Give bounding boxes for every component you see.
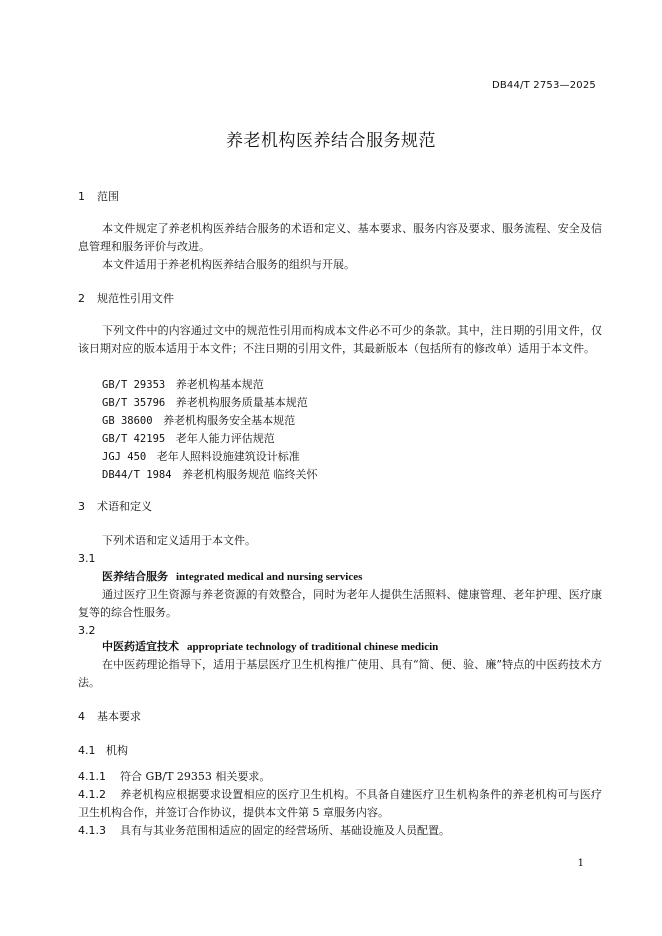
term-english: integrated medical and nursing services [176, 571, 363, 583]
reference-item: DB44/T 1984 养老机构服务规范 临终关怀 [102, 468, 318, 481]
subsection-number: 4.1 [78, 744, 96, 757]
section-4-heading [78, 708, 602, 726]
section-number: 4 [78, 710, 85, 723]
section-number: 2 [78, 292, 85, 305]
subsection-title: 机构 [106, 744, 128, 757]
section-2-paragraph-1: 下列文件中的内容通过文中的规范性引用而构成本文件必不可少的条款。其中，注日期的引用文件，仅该日期对应的版本适用于本文件；不注日期的引用文件，其最新版本（包括所有的修改单）适用于本文件。 [78, 324, 602, 355]
reference-item: GB 38600 养老机构服务安全基本规范 [102, 414, 296, 427]
section-number: 3 [78, 500, 85, 513]
section-3-heading [78, 498, 602, 516]
term-number: 3.1 [78, 552, 96, 565]
reference-item: GB/T 35796 养老机构服务质量基本规范 [102, 396, 308, 409]
section-1-paragraph-1: 本文件规定了养老机构医养结合服务的术语和定义、基本要求、服务内容及要求、服务流程、安全及信息管理和服务评价与改进。 [78, 222, 602, 253]
term-number: 3.2 [78, 624, 96, 637]
term-chinese: 医养结合服务 [102, 570, 168, 583]
page-number: 1 [577, 858, 584, 869]
document-title: 养老机构医养结合服务规范 [226, 131, 436, 151]
section-title: 基本要求 [97, 710, 141, 723]
clause-4-1-3: 4.1.3 具有与其业务范围相适应的固定的经营场所、基础设施及人员配置。 [78, 824, 450, 837]
section-title: 术语和定义 [97, 500, 152, 513]
clause-4-1-1: 4.1.1 符合 GB/T 29353 相关要求。 [78, 770, 271, 783]
reference-item: GB/T 42195 老年人能力评估规范 [102, 432, 275, 445]
term-english: appropriate technology of traditional chinese medicin [187, 641, 439, 653]
term-heading [78, 638, 626, 656]
section-2-heading [78, 290, 602, 308]
subsection-4-1-heading [78, 742, 602, 760]
term-definition: 通过医疗卫生资源与养老资源的有效整合，同时为老年人提供生活照料、健康管理、老年护理、医疗康复等的综合性服务。 [78, 588, 602, 619]
section-title: 范围 [97, 190, 119, 203]
reference-item: GB/T 29353 养老机构基本规范 [102, 378, 264, 391]
term-definition: 在中医药理论指导下，适用于基层医疗卫生机构推广使用、具有“简、便、验、廉”特点的中医药技术方法。 [78, 658, 602, 689]
section-1-paragraph-2: 本文件适用于养老机构医养结合服务的组织与开展。 [102, 258, 355, 271]
section-1-heading [78, 188, 602, 206]
section-title: 规范性引用文件 [97, 292, 174, 305]
term-heading [78, 568, 626, 586]
standard-number: DB44/T 2753—2025 [491, 80, 596, 91]
reference-item: JGJ 450 老年人照料设施建筑设计标准 [102, 450, 300, 463]
section-number: 1 [78, 190, 85, 203]
reference-list [78, 376, 602, 484]
clause-4-1-2: 4.1.2 养老机构应根据要求设置相应的医疗卫生机构。不具备自建医疗卫生机构条件的养老机构可与医疗卫生机构合作，并签订合作协议，提供本文件第 5 章服务内容。 [78, 788, 602, 819]
section-3-intro: 下列术语和定义适用于本文件。 [102, 534, 256, 547]
term-chinese: 中医药适宜技术 [102, 640, 179, 653]
